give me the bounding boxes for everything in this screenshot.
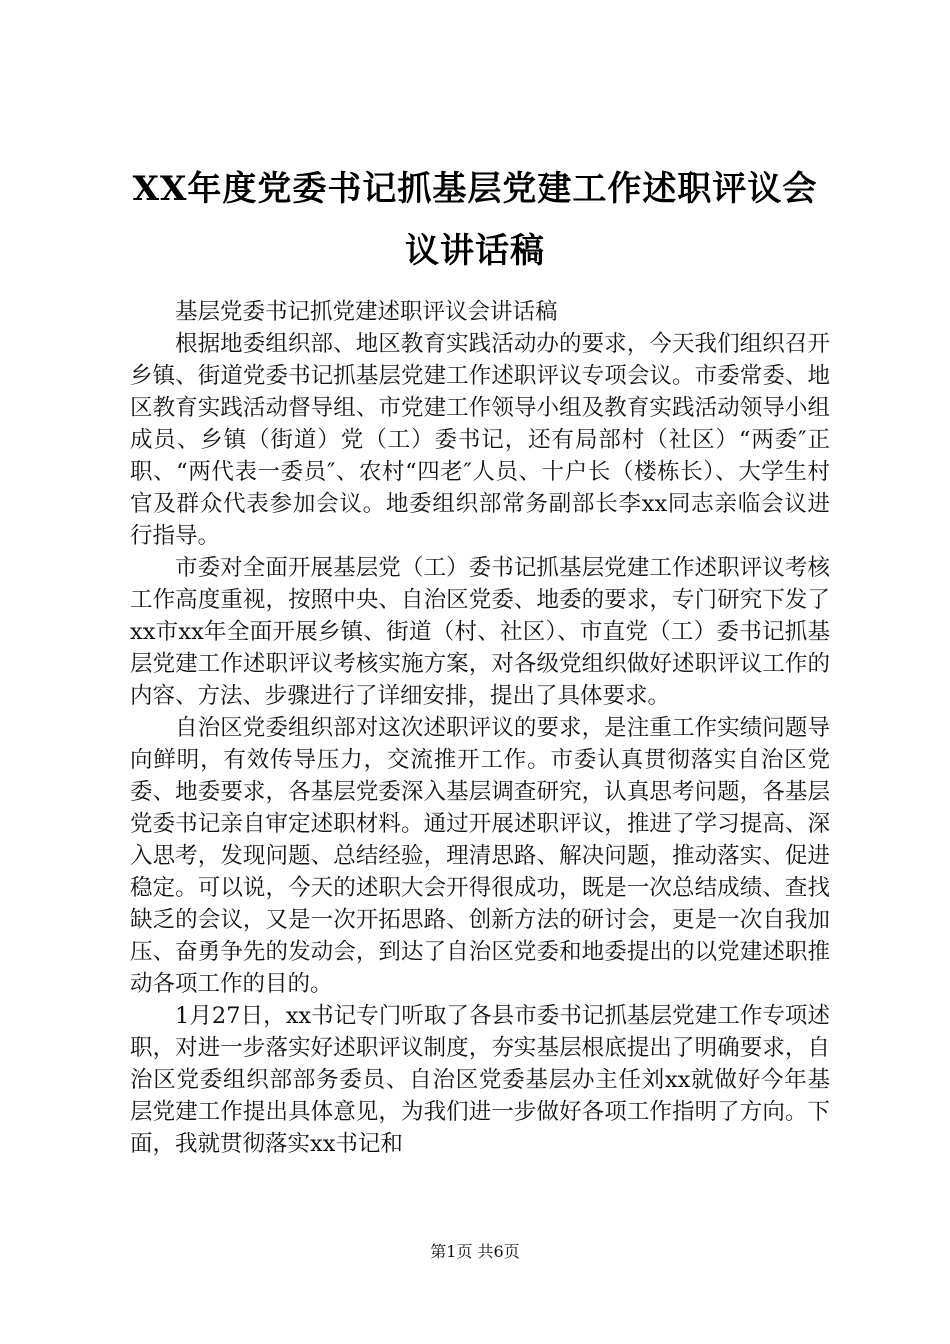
paragraph-subtitle: 基层党委书记抓党建述职评议会讲话稿: [175, 299, 558, 325]
paragraph-2: 市委对全面开展基层党（工）委书记抓基层党建工作述职评议考核工作高度重视，按照中央、自治区党委、地委的要求，专门研究下发了xx市xx年全面开展乡镇、街道（村、社区）、市直党（工）委书记抓基层党建工作述职评议考核实施方案，对各级党组织做好述职评议工作的内容、方法、步骤进行了详细安排，提出了具体要求。: [130, 555, 830, 709]
paragraph-3: 自治区党委组织部对这次述职评议的要求，是注重工作实绩问题导向鲜明，有效传导压力，交流推开工作。市委认真贯彻落实自治区党委、地委要求，各基层党委深入基层调查研究，认真思考问题，各基层党委书记亲自审定述职材料。通过开展述职评议，推进了学习提高、深入思考，发现问题、总结经验，理清思路、解决问题，推动落实、促进稳定。可以说，今天的述职大会开得很成功，既是一次总结成绩、查找缺乏的会议，又是一次开拓思路、创新方法的研讨会，更是一次自我加压、奋勇争先的发动会，到达了自治区党委和地委提出的以党建述职推动各项工作的目的。: [130, 715, 830, 997]
document-title: XX年度党委书记抓基层党建工作述职评议会议讲话稿: [132, 169, 818, 271]
paragraph-1: 根据地委组织部、地区教育实践活动办的要求，今天我们组织召开乡镇、街道党委书记抓基层党建工作述职评议专项会议。市委常委、地区教育实践活动督导组、市党建工作领导小组及教育实践活动领导小组成员、乡镇（街道）党（工）委书记，还有局部村（社区）“两委″正职、“两代表一委员″、农村“四老″人员、十户长（楼栋长）、大学生村官及群众代表参加会议。地委组织部常务副部长李xx同志亲临会议进行指导。: [130, 331, 830, 549]
page-footer: 第1页 共6页: [430, 1242, 520, 1261]
paragraph-4: 1月27日，xx书记专门听取了各县市委书记抓基层党建工作专项述职，对进一步落实好述职评议制度，夯实基层根底提出了明确要求，自治区党委组织部部务委员、自治区党委基层办主任刘xx就做好今年基层党建工作提出具体意见，为我们进一步做好各项工作指明了方向。下面，我就贯彻落实xx书记和: [130, 1003, 830, 1157]
document-body: [130, 296, 830, 1160]
